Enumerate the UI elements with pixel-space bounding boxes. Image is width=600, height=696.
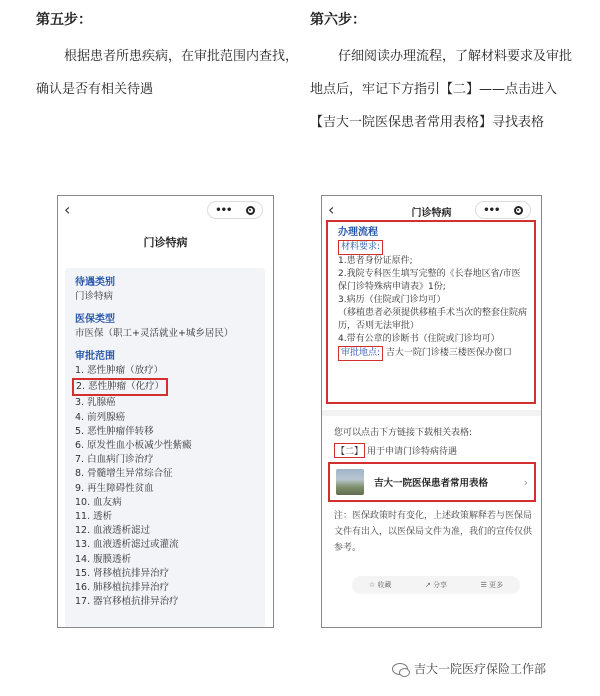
highlight-box: 2. 恶性肿瘤（化疗） [72, 378, 168, 396]
approval-label: 审批地点: [338, 346, 383, 361]
list-item: 6. 原发性血小板减少性紫癜 [75, 440, 192, 452]
list-item: 12. 血液透析滤过 [75, 525, 151, 537]
close-target-icon[interactable] [514, 206, 523, 215]
more-dots-icon[interactable]: ••• [215, 204, 232, 216]
list-item: 8. 骨髓增生异常综合征 [75, 468, 173, 480]
process-heading: 办理流程 [338, 227, 378, 238]
insurance-type-heading: 医保类型 [75, 314, 115, 325]
chevron-right-icon: › [523, 476, 528, 489]
process-highlight-box [326, 220, 536, 404]
left-nav-bar [58, 196, 273, 224]
guide-item-2 [334, 443, 457, 458]
material-item: 4.带有公章的诊断书（住院或门诊均可） [338, 334, 500, 344]
benefit-category-heading: 待遇类别 [75, 277, 115, 288]
list-item: 15. 肾移植抗排异治疗 [75, 567, 170, 579]
material-item: 1.患者身份证原件; [338, 256, 413, 266]
step5-body: 根据患者所患疾病，在审批范围内查找，确认是否有相关待遇 [36, 49, 299, 97]
list-item: 10. 血友病 [75, 496, 122, 508]
miniapp-capsule[interactable] [475, 201, 531, 219]
material-item: 3.病历（住院或门诊均可） [338, 295, 446, 305]
right-phone-screenshot [321, 195, 542, 628]
back-arrow-icon[interactable]: ‹ [328, 200, 335, 219]
forms-link-card[interactable] [328, 462, 536, 502]
more-button[interactable]: ☰ 更多 [480, 581, 504, 589]
bottom-action-bar [352, 576, 520, 594]
back-arrow-icon[interactable]: ‹ [64, 200, 71, 219]
scope-heading: 审批范围 [75, 351, 115, 362]
hospital-thumbnail [336, 469, 364, 495]
list-item: 5. 恶性肿瘤伴转移 [75, 425, 154, 437]
divider [322, 410, 541, 416]
favorite-button[interactable]: ☆ 收藏 [368, 581, 392, 589]
step5-block [36, 0, 306, 106]
right-page-title: 门诊特病 [411, 208, 452, 219]
list-item: 3. 乳腺癌 [75, 397, 116, 409]
footer-text: 吉大一院医疗保险工作部 [414, 662, 547, 676]
item2-text: 用于申请门诊特病待遇 [367, 447, 458, 457]
list-item: 7. 白血病门诊治疗 [75, 454, 154, 466]
material-item: （移植患者必须提供移植手术当次的整套住院病历，否则无法审批） [338, 308, 528, 331]
benefit-category-value: 门诊特病 [75, 291, 114, 302]
download-intro: 您可以点击下方链接下载相关表格: [334, 428, 473, 438]
card-title: 吉大一院医保患者常用表格 [374, 478, 489, 489]
wechat-icon [392, 663, 408, 675]
left-content-card [65, 268, 265, 628]
close-target-icon[interactable] [246, 206, 255, 215]
scope-list [75, 364, 257, 609]
step6-block [310, 0, 580, 139]
step5-title: 第五步： [36, 12, 92, 28]
step6-body: 仔细阅读办理流程，了解材料要求及审批地点后，牢记下方指引【二】——点击进入【吉大一院医保患者常用表格】寻找表格 [310, 49, 573, 130]
materials-label: 材料要求: [338, 240, 383, 255]
approval-value: 吉大一院门诊楼三楼医保办窗口 [383, 348, 512, 358]
list-item: 13. 血液透析滤过或灌流 [75, 539, 179, 551]
step6-title: 第六步： [310, 12, 366, 28]
left-page-title: 门诊特病 [143, 236, 188, 249]
approval-line [338, 346, 528, 361]
policy-note: 注：医保政策时有变化，上述政策解释若与医保局文件有出入，以医保局文件为准，我们的宣传仅供参考。 [334, 511, 533, 553]
item2-badge: 【二】 [334, 443, 365, 458]
list-item: 11. 透析 [75, 511, 113, 523]
more-dots-icon[interactable]: ••• [483, 204, 500, 216]
list-item: 14. 腹膜透析 [75, 553, 132, 565]
list-item: 16. 肺移植抗排异治疗 [75, 582, 170, 594]
footer-watermark [392, 660, 546, 677]
list-item: 1. 恶性肿瘤（放疗） [75, 365, 164, 376]
list-item-highlighted [72, 378, 257, 396]
list-item: 4. 前列腺癌 [75, 411, 126, 423]
material-item: 2.我院专科医生填写完整的《长春地区省/市医保门诊特殊病申请表》1份; [338, 269, 521, 292]
share-button[interactable]: ↗ 分享 [424, 581, 448, 589]
list-item: 17. 器官移植抗排异治疗 [75, 596, 179, 608]
miniapp-capsule[interactable] [207, 201, 263, 219]
list-item: 9. 再生障碍性贫血 [75, 482, 154, 494]
left-phone-screenshot [57, 195, 274, 628]
insurance-type-value: 市医保（职工+灵活就业+城乡居民） [75, 328, 234, 339]
